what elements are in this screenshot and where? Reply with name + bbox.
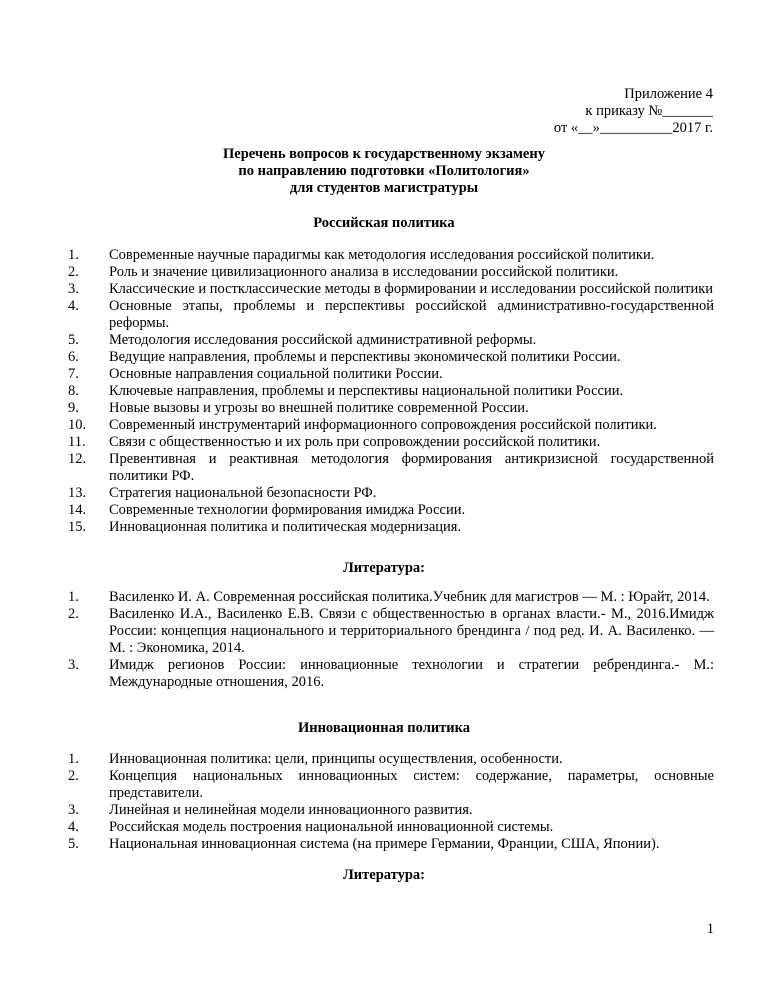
list-item-number: 4. [68,298,79,314]
list-item-text: Инновационная политика и политическая модернизация. [109,519,462,535]
list-item-text: Новые вызовы и угрозы во внешней политике современной России. [109,400,529,416]
appendix-label: Приложение 4 [624,86,713,102]
list-item-text: Василенко И. А. Современная российская политика.Учебник для магистров — М. : Юрайт, 2014. [109,589,710,605]
list-item [68,400,714,417]
list-item [68,819,714,836]
list-item-text: Классические и постклассические методы в формировании и исследовании российской политики [109,281,714,297]
list-item-number: 1. [68,751,79,767]
russian-policy-question-list [68,247,714,536]
list-item-text: Основные направления социальной политики России. [109,366,443,382]
list-item-text: Роль и значение цивилизационного анализа в исследовании российской политики. [109,264,619,280]
literature-1-list [68,589,714,691]
list-item [68,264,714,281]
list-item [68,417,714,434]
title-line-2: по направлению подготовки «Политология» [238,163,530,179]
list-item-text: Национальная инновационная система (на примере Германии, Франции, США, Японии). [109,836,660,852]
list-item-number: 1. [68,589,79,605]
title-line-3: для студентов магистратуры [289,180,479,196]
list-item-number: 5. [68,332,79,348]
list-item [68,434,714,451]
appendix-header [554,86,713,137]
list-item [68,836,714,853]
list-item-number: 3. [68,281,79,297]
list-item [68,247,714,264]
list-item-number: 6. [68,349,79,365]
list-item-number: 15. [68,519,87,535]
section-heading-russian-policy: Российская политика [313,215,455,231]
list-item [68,802,714,819]
list-item-number: 3. [68,802,79,818]
list-item [68,366,714,383]
order-number-line: к приказу №_______ [585,103,713,119]
list-item [68,768,714,802]
list-item-number: 10. [68,417,87,433]
list-item [68,281,714,298]
list-item-text: Стратегия национальной безопасности РФ. [109,485,377,501]
list-item [68,606,714,657]
list-item-text: Современный инструментарий информационного сопровождения российской политики. [109,417,657,433]
list-item [68,502,714,519]
section-heading-literature-1: Литература: [343,560,425,576]
list-item-number: 12. [68,451,87,467]
section-heading-innovation-policy: Инновационная политика [297,720,471,736]
list-item-number: 2. [68,264,79,280]
list-item-text: Концепция национальных инновационных систем: содержание, параметры, основные представители. [109,768,714,801]
list-item-number: 2. [68,606,79,622]
order-date-line: от «__»__________2017 г. [553,120,713,136]
list-item-number: 3. [68,657,79,673]
list-item-text: Инновационная политика: цели, принципы осуществления, особенности. [109,751,563,767]
list-item [68,657,714,691]
list-item-number: 9. [68,400,79,416]
list-item-text: Современные научные парадигмы как методология исследования российской политики. [109,247,655,263]
list-item-number: 7. [68,366,79,382]
list-item-number: 13. [68,485,87,501]
list-item-number: 2. [68,768,79,784]
list-item-number: 11. [68,434,86,450]
list-item [68,383,714,400]
list-item-number: 14. [68,502,87,518]
page-number: 1 [706,921,714,937]
list-item-text: Превентивная и реактивная методология формирования антикризисной государственной политики РФ. [109,451,714,484]
list-item [68,751,714,768]
list-item [68,298,714,332]
list-item [68,332,714,349]
list-item [68,451,714,485]
title-line-1: Перечень вопросов к государственному экзамену [223,146,545,162]
list-item-text: Ведущие направления, проблемы и перспективы экономической политики России. [109,349,621,365]
list-item-text: Российская модель построения национальной инновационной системы. [109,819,554,835]
list-item-number: 5. [68,836,79,852]
list-item-text: Методология исследования российской административной реформы. [109,332,537,348]
list-item [68,519,714,536]
list-item-text: Современные технологии формирования имиджа России. [109,502,466,518]
list-item [68,589,714,606]
list-item-number: 4. [68,819,79,835]
list-item-text: Основные этапы, проблемы и перспективы российской административно-государственной реформы. [109,298,714,331]
list-item-text: Ключевые направления, проблемы и перспективы национальной политики России. [109,383,624,399]
list-item-number: 1. [68,247,79,263]
section-heading-literature-2: Литература: [343,867,425,883]
list-item-text: Связи с общественностью и их роль при сопровождении российской политики. [109,434,601,450]
list-item [68,485,714,502]
list-item-number: 8. [68,383,79,399]
list-item-text: Линейная и нелинейная модели инновационного развития. [109,802,473,818]
innovation-policy-question-list [68,751,714,853]
list-item-text: Имидж регионов России: инновационные технологии и стратегии ребрендинга.- М.: Международные отношения, 2016. [109,657,714,690]
list-item-text: Василенко И.А., Василенко Е.В. Связи с общественностью в органах власти.- М., 2016.Имидж России: концепция национального и территориального брендинга / под ред. И. А. Василенко. — М. : Экономика, 2014. [109,606,714,656]
list-item [68,349,714,366]
document-title [0,146,768,197]
